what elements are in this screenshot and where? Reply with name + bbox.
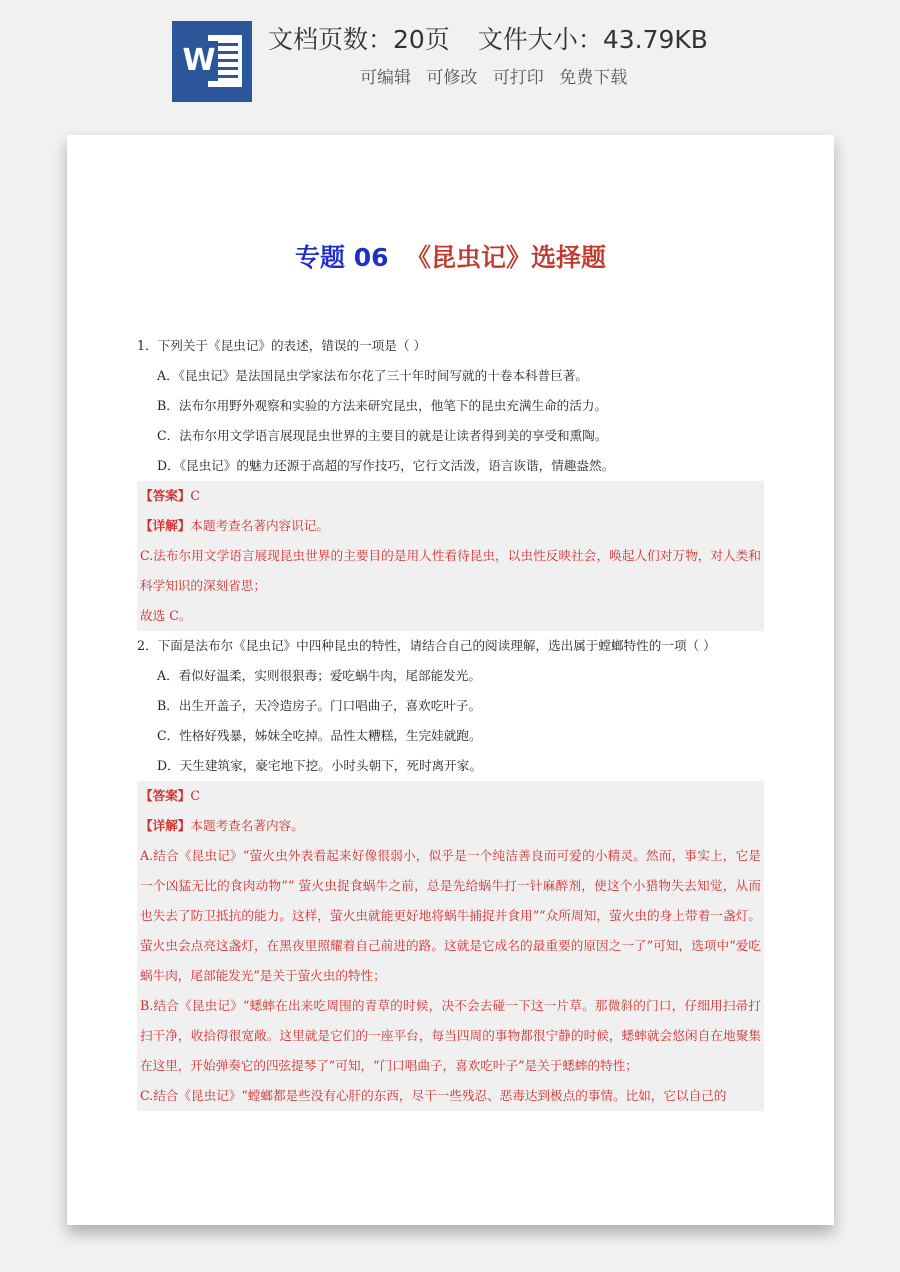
- explanation-option-c: C.结合《昆虫记》“螳螂都是些没有心肝的东西，尽干一些残忍、恶毒达到极点的事情。比如，它以自己的: [140, 1088, 727, 1103]
- detail-text: 本题考查名著内容识记。: [190, 518, 329, 533]
- word-logo-letter: W: [180, 41, 218, 81]
- header-bar: [0, 0, 900, 120]
- feature-editable: 可编辑: [360, 68, 411, 88]
- document-body: [137, 331, 764, 1111]
- word-document-icon: [172, 21, 252, 102]
- question-1-option-a: A．《昆虫记》是法国昆虫学家法布尔花了三十年时间写就的十卷本科普巨著。: [157, 368, 588, 383]
- feature-modifiable: 可修改: [426, 68, 478, 88]
- page-count: 文档页数：20页: [268, 25, 450, 54]
- explanation-option-a: A.结合《昆虫记》“萤火虫外表看起来好像很弱小，似乎是一个纯洁善良而可爱的小精灵。然而，事实上，它是一个凶猛无比的食肉动物”“ 萤火虫捉食蜗牛之前，总是先给蜗牛打一针麻醉剂，使这个小猎物失去知觉，从而也失去了防卫抵抗的能力。这样，萤火虫就能更好地将蜗牛捕捉并食用”“众所周知，萤火虫的身上带着一盏灯。萤火虫会点亮这盏灯，在黑夜里照耀着自己前进的路。这就是它成名的最重要的原因之一了”可知，选项中“爱吃蜗牛肉，尾部能发光”是关于萤火虫的特性；: [140, 848, 761, 983]
- explanation-option-b: B.结合《昆虫记》“蟋蟀在出来吃周围的青草的时候，决不会去碰一下这一片草。那微斜的门口，仔细用扫帚打扫干净，收拾得很宽敞。这里就是它们的一座平台，每当四周的事物都很宁静的时候，蟋蟀就会悠闲自在地聚集在这里，开始弹奏它的四弦提琴了”可知，“门口唱曲子，喜欢吃叶子”是关于蟋蟀的特性；: [140, 998, 761, 1073]
- conclusion-text: 故选 C。: [140, 608, 192, 623]
- feature-printable: 可打印: [492, 68, 544, 88]
- explanation-text: C.法布尔用文学语言展现昆虫世界的主要目的是用人性看待昆虫，以虫性反映社会，唤起人们对万物，对人类和科学知识的深刻省思；: [140, 548, 761, 593]
- question-2-option-d: D．天生建筑家，豪宅地下挖。小时头朝下，死时离开家。: [157, 758, 482, 773]
- feature-list: [360, 64, 637, 92]
- detail-tag: 【详解】: [140, 818, 191, 833]
- question-1-option-b: B．法布尔用野外观察和实验的方法来研究昆虫，他笔下的昆虫充满生命的活力。: [157, 398, 608, 413]
- detail-tag: 【详解】: [140, 518, 191, 533]
- file-size: 文件大小：43.79KB: [477, 25, 708, 54]
- answer-tag: 【答案】: [140, 488, 191, 503]
- question-2-option-b: B．出生开盖子，天冷造房子。门口唱曲子，喜欢吃叶子。: [157, 698, 482, 713]
- question-1-option-c: C．法布尔用文学语言展现昆虫世界的主要目的就是让读者得到美的享受和熏陶。: [157, 428, 608, 443]
- answer-tag: 【答案】: [140, 788, 191, 803]
- question-1-option-d: D．《昆虫记》的魅力还源于高超的写作技巧，它行文活泼，语言诙谐，情趣盎然。: [157, 458, 615, 473]
- detail-text: 本题考查名著内容。: [190, 818, 304, 833]
- title-prefix: 专题 06: [295, 243, 389, 272]
- question-2-option-c: C．性格好残暴，姊妹全吃掉。品性太糟糕，生完娃就跑。: [157, 728, 482, 743]
- feature-free-download: 免费下载: [559, 68, 628, 88]
- document-title: [67, 239, 834, 277]
- question-2-stem: 2．下面是法布尔《昆虫记》中四种昆虫的特性，请结合自己的阅读理解，选出属于螳螂特性的一项（ ）: [137, 638, 716, 653]
- answer-value: C: [190, 488, 201, 503]
- question-1-stem: 1．下列关于《昆虫记》的表述，错误的一项是（ ）: [137, 338, 427, 353]
- question-1-answer-block: [137, 481, 764, 631]
- question-2-option-a: A．看似好温柔，实则很狠毒；爱吃蜗牛肉，尾部能发光。: [157, 668, 481, 683]
- answer-value: C: [190, 788, 201, 803]
- document-page: [67, 135, 834, 1225]
- title-main: 《昆虫记》选择题: [405, 243, 606, 272]
- question-2-answer-block: [137, 781, 764, 1111]
- file-meta: [268, 22, 708, 58]
